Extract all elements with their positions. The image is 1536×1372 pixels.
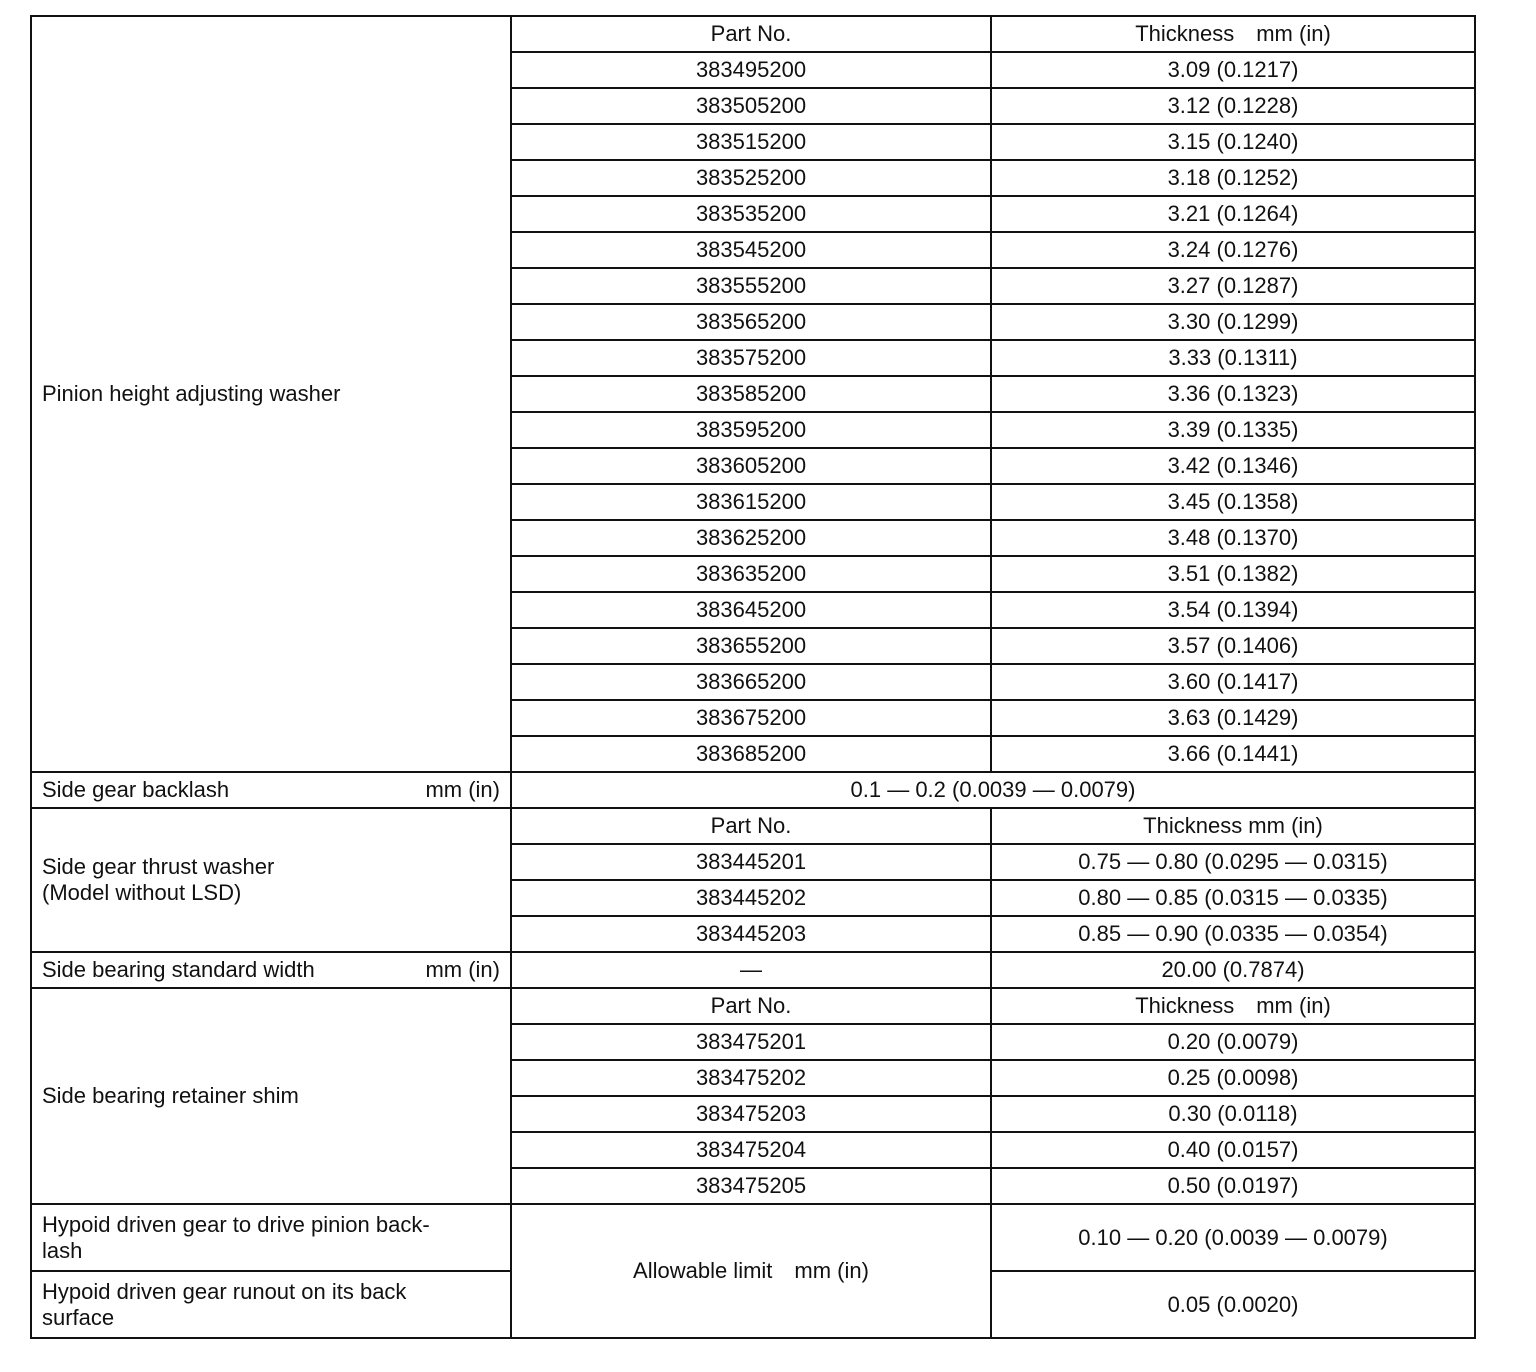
part-no-cell: 383665200 bbox=[511, 664, 991, 700]
thickness-cell: 3.51 (0.1382) bbox=[991, 556, 1475, 592]
thickness-cell: 3.54 (0.1394) bbox=[991, 592, 1475, 628]
side-gear-backlash-unit: mm (in) bbox=[425, 777, 500, 802]
thickness-cell: 3.09 (0.1217) bbox=[991, 52, 1475, 88]
allowable-limit-label: Allowable limit mm (in) bbox=[511, 1204, 991, 1338]
part-no-cell: 383475201 bbox=[511, 1024, 991, 1060]
side-bearing-width-unit: mm (in) bbox=[425, 957, 500, 982]
thickness-cell: 0.80 — 0.85 (0.0315 — 0.0335) bbox=[991, 880, 1475, 916]
part-no-cell: 383625200 bbox=[511, 520, 991, 556]
hypoid-backlash-label-line2: lash bbox=[42, 1237, 83, 1263]
part-no-cell: 383475203 bbox=[511, 1096, 991, 1132]
thickness-cell: 3.36 (0.1323) bbox=[991, 376, 1475, 412]
part-no-header: Part No. bbox=[511, 988, 991, 1024]
part-no-cell: 383475204 bbox=[511, 1132, 991, 1168]
part-no-cell: 383495200 bbox=[511, 52, 991, 88]
thickness-cell: 3.45 (0.1358) bbox=[991, 484, 1475, 520]
thrust-washer-header-row bbox=[31, 808, 1475, 844]
thickness-cell: 3.33 (0.1311) bbox=[991, 340, 1475, 376]
thickness-cell: 3.30 (0.1299) bbox=[991, 304, 1475, 340]
part-no-cell: 383515200 bbox=[511, 124, 991, 160]
thickness-cell: 3.48 (0.1370) bbox=[991, 520, 1475, 556]
part-no-cell: 383595200 bbox=[511, 412, 991, 448]
side-bearing-width-label: Side bearing standard width bbox=[42, 957, 315, 982]
hypoid-runout-label-line2: surface bbox=[42, 1304, 115, 1330]
pinion-washer-header-row bbox=[31, 16, 1475, 52]
thickness-cell: 3.18 (0.1252) bbox=[991, 160, 1475, 196]
part-no-cell: 383645200 bbox=[511, 592, 991, 628]
part-no-cell: 383445203 bbox=[511, 916, 991, 952]
thickness-cell: 3.66 (0.1441) bbox=[991, 736, 1475, 772]
part-no-header: Part No. bbox=[511, 808, 991, 844]
thickness-cell: 3.39 (0.1335) bbox=[991, 412, 1475, 448]
thickness-header: Thickness mm (in) bbox=[991, 808, 1475, 844]
specification-table bbox=[30, 15, 1476, 1339]
side-bearing-width-label-cell bbox=[31, 952, 511, 988]
part-no-cell: 383525200 bbox=[511, 160, 991, 196]
hypoid-runout-label-cell bbox=[31, 1271, 511, 1338]
side-bearing-width-part: — bbox=[511, 952, 991, 988]
thickness-cell: 3.57 (0.1406) bbox=[991, 628, 1475, 664]
thickness-cell: 3.21 (0.1264) bbox=[991, 196, 1475, 232]
part-no-cell: 383545200 bbox=[511, 232, 991, 268]
thickness-cell: 3.42 (0.1346) bbox=[991, 448, 1475, 484]
thickness-cell: 3.60 (0.1417) bbox=[991, 664, 1475, 700]
hypoid-runout-value: 0.05 (0.0020) bbox=[991, 1271, 1475, 1338]
side-gear-backlash-row bbox=[31, 772, 1475, 808]
part-no-cell: 383615200 bbox=[511, 484, 991, 520]
pinion-washer-label: Pinion height adjusting washer bbox=[31, 16, 511, 772]
thickness-cell: 3.15 (0.1240) bbox=[991, 124, 1475, 160]
part-no-cell: 383685200 bbox=[511, 736, 991, 772]
part-no-cell: 383635200 bbox=[511, 556, 991, 592]
side-gear-backlash-label: Side gear backlash bbox=[42, 777, 230, 802]
thickness-header: Thickness mm (in) bbox=[991, 16, 1475, 52]
thickness-header: Thickness mm (in) bbox=[991, 988, 1475, 1024]
thickness-cell: 0.40 (0.0157) bbox=[991, 1132, 1475, 1168]
hypoid-runout-label-line1: Hypoid driven gear runout on its back bbox=[42, 1278, 407, 1304]
part-no-cell: 383655200 bbox=[511, 628, 991, 664]
retainer-shim-header-row bbox=[31, 988, 1475, 1024]
part-no-cell: 383505200 bbox=[511, 88, 991, 124]
thickness-cell: 3.12 (0.1228) bbox=[991, 88, 1475, 124]
part-no-cell: 383675200 bbox=[511, 700, 991, 736]
part-no-header: Part No. bbox=[511, 16, 991, 52]
hypoid-backlash-value: 0.10 — 0.20 (0.0039 — 0.0079) bbox=[991, 1204, 1475, 1271]
hypoid-backlash-label-cell bbox=[31, 1204, 511, 1271]
thickness-cell: 0.20 (0.0079) bbox=[991, 1024, 1475, 1060]
part-no-cell: 383555200 bbox=[511, 268, 991, 304]
thickness-cell: 0.25 (0.0098) bbox=[991, 1060, 1475, 1096]
thickness-cell: 0.85 — 0.90 (0.0335 — 0.0354) bbox=[991, 916, 1475, 952]
thrust-washer-label-line1: Side gear thrust washer bbox=[42, 854, 275, 879]
side-gear-backlash-value: 0.1 — 0.2 (0.0039 — 0.0079) bbox=[511, 772, 1475, 808]
side-bearing-width-value: 20.00 (0.7874) bbox=[991, 952, 1475, 988]
retainer-shim-label: Side bearing retainer shim bbox=[31, 988, 511, 1204]
thickness-cell: 0.50 (0.0197) bbox=[991, 1168, 1475, 1204]
thrust-washer-label-line2: (Model without LSD) bbox=[42, 880, 242, 905]
part-no-cell: 383585200 bbox=[511, 376, 991, 412]
part-no-cell: 383535200 bbox=[511, 196, 991, 232]
hypoid-backlash-label-line1: Hypoid driven gear to drive pinion back- bbox=[42, 1211, 430, 1237]
thickness-cell: 0.75 — 0.80 (0.0295 — 0.0315) bbox=[991, 844, 1475, 880]
part-no-cell: 383445201 bbox=[511, 844, 991, 880]
thickness-cell: 3.24 (0.1276) bbox=[991, 232, 1475, 268]
hypoid-backlash-row bbox=[31, 1204, 1475, 1271]
thickness-cell: 0.30 (0.0118) bbox=[991, 1096, 1475, 1132]
part-no-cell: 383445202 bbox=[511, 880, 991, 916]
part-no-cell: 383605200 bbox=[511, 448, 991, 484]
thickness-cell: 3.63 (0.1429) bbox=[991, 700, 1475, 736]
thrust-washer-label-cell bbox=[31, 808, 511, 952]
thickness-cell: 3.27 (0.1287) bbox=[991, 268, 1475, 304]
part-no-cell: 383565200 bbox=[511, 304, 991, 340]
side-gear-backlash-label-cell bbox=[31, 772, 511, 808]
part-no-cell: 383475202 bbox=[511, 1060, 991, 1096]
part-no-cell: 383475205 bbox=[511, 1168, 991, 1204]
side-bearing-width-row bbox=[31, 952, 1475, 988]
part-no-cell: 383575200 bbox=[511, 340, 991, 376]
